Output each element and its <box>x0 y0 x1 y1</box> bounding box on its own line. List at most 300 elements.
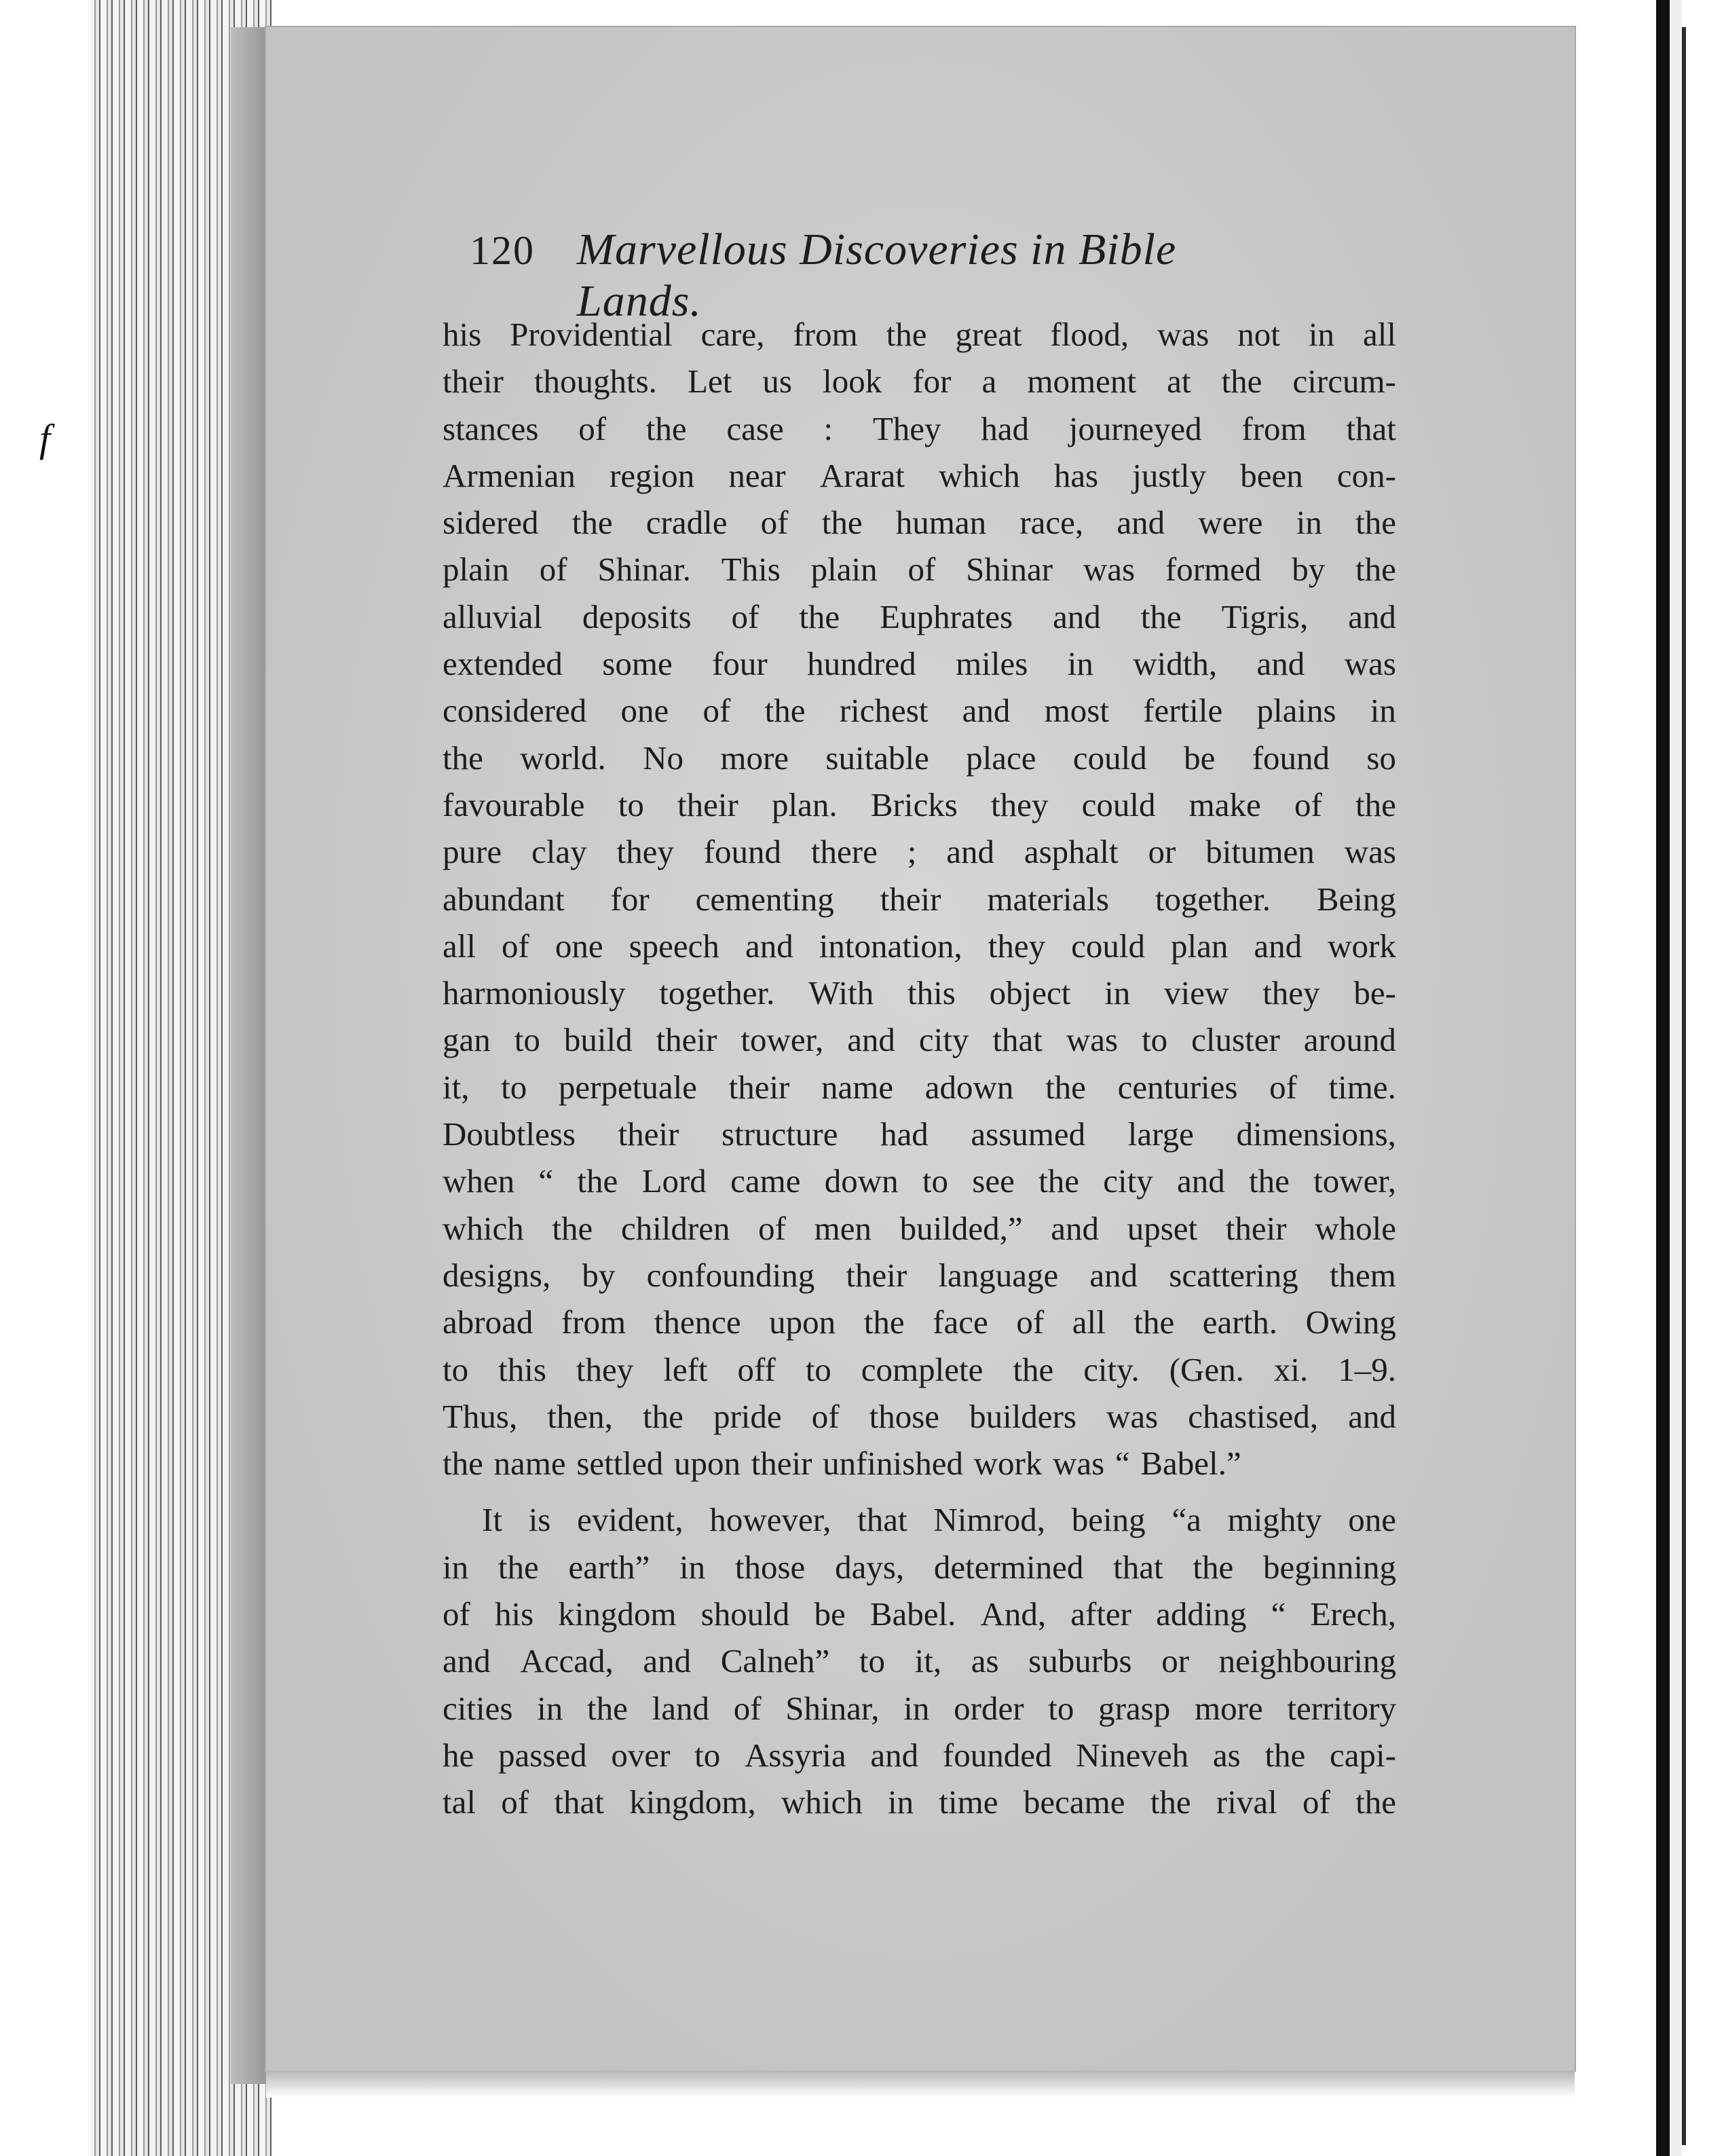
word: left <box>663 1350 708 1388</box>
word: more <box>720 739 789 777</box>
word: “a <box>1172 1501 1201 1539</box>
word: con- <box>1336 456 1396 494</box>
word: place <box>966 739 1036 777</box>
word: near <box>728 456 786 494</box>
word: speech <box>629 927 719 965</box>
text-line <box>443 452 1396 499</box>
word: work <box>973 1445 1043 1483</box>
word: over <box>611 1736 671 1774</box>
facing-page-edge <box>1670 0 1682 2156</box>
word: (Gen. <box>1169 1350 1244 1388</box>
word: the <box>1038 1162 1079 1200</box>
word: Providential <box>510 316 673 353</box>
word: in <box>1104 974 1131 1012</box>
word: fertile <box>1143 692 1223 730</box>
word: tower, <box>741 1021 824 1059</box>
word: : <box>823 409 833 447</box>
word: however, <box>709 1501 831 1539</box>
word: after <box>1070 1595 1131 1633</box>
word: dimensions, <box>1236 1115 1396 1153</box>
word: name <box>493 1445 566 1483</box>
word: object <box>989 974 1071 1012</box>
word: land <box>652 1689 709 1727</box>
word: It <box>482 1501 502 1539</box>
word: thoughts. <box>533 363 657 401</box>
word: those <box>869 1397 940 1435</box>
word: stances <box>443 409 539 447</box>
word: With <box>808 974 874 1012</box>
word: and <box>1089 1256 1138 1294</box>
word: this <box>907 974 956 1012</box>
word: the <box>1249 1162 1290 1200</box>
word: be <box>814 1595 846 1633</box>
word: was <box>1106 1397 1159 1435</box>
word: of <box>1016 1303 1045 1341</box>
word: the <box>1355 504 1396 542</box>
text-line <box>443 593 1396 640</box>
word: the <box>443 1445 483 1483</box>
word: was <box>1344 833 1396 871</box>
word: Shinar. <box>597 551 691 589</box>
word: designs, <box>443 1256 551 1294</box>
word: not <box>1237 316 1280 353</box>
word: which <box>781 1783 863 1821</box>
word: being <box>1071 1501 1146 1539</box>
text-line <box>443 1637 1396 1684</box>
word: Erech, <box>1310 1595 1396 1633</box>
word: those <box>734 1548 806 1586</box>
text-line <box>443 969 1396 1016</box>
word: xi. <box>1273 1350 1309 1388</box>
text-line <box>443 1205 1396 1252</box>
word: upon <box>769 1303 836 1341</box>
word: in <box>443 1548 469 1586</box>
word: and <box>1053 597 1101 635</box>
word: more <box>1194 1689 1263 1727</box>
word: confounding <box>646 1256 815 1294</box>
word: that <box>992 1021 1043 1059</box>
word: it, <box>443 1068 470 1106</box>
word: and <box>1051 1209 1100 1247</box>
word: and <box>847 1021 895 1059</box>
word: that <box>554 1783 604 1821</box>
word: the <box>571 504 613 542</box>
word: upon <box>673 1445 741 1483</box>
word: thence <box>654 1303 741 1341</box>
text-line <box>443 1252 1396 1299</box>
word: could <box>1072 739 1147 777</box>
word: down <box>824 1162 899 1200</box>
word: cluster <box>1191 1021 1280 1059</box>
word: time. <box>1328 1068 1396 1106</box>
word: and <box>745 927 793 965</box>
word: the <box>587 1689 628 1727</box>
word: Let <box>688 363 732 401</box>
word: assumed <box>971 1115 1086 1153</box>
word: some <box>602 645 673 683</box>
word: plains <box>1256 692 1336 730</box>
word: the <box>645 409 687 447</box>
text-line <box>443 1157 1396 1204</box>
word: the <box>1264 1736 1306 1774</box>
word: has <box>1053 456 1099 494</box>
word: builders <box>969 1397 1076 1435</box>
word: by <box>582 1256 616 1294</box>
word: world. <box>520 739 606 777</box>
word: found <box>1252 739 1330 777</box>
word: race, <box>1019 504 1084 542</box>
word: that <box>1113 1548 1163 1586</box>
word: 1–9. <box>1338 1350 1396 1388</box>
word: and <box>962 692 1011 730</box>
text-line <box>443 781 1396 828</box>
word: And, <box>980 1595 1047 1633</box>
word: chastised, <box>1188 1397 1319 1435</box>
word: their <box>443 363 504 401</box>
word: of <box>758 1209 786 1247</box>
word: great <box>955 316 1022 353</box>
word: Tigris, <box>1221 597 1309 635</box>
word: the <box>443 739 483 777</box>
word: the <box>764 692 806 730</box>
paragraph-1 <box>443 311 1396 1487</box>
word: view <box>1164 974 1229 1012</box>
word: of <box>760 504 789 542</box>
word: it, <box>914 1642 942 1680</box>
text-line <box>443 1111 1396 1157</box>
word: the <box>1193 1548 1234 1586</box>
word: pride <box>713 1397 782 1435</box>
word: at <box>1167 363 1191 401</box>
word: plan <box>1170 927 1229 965</box>
word: Doubtless <box>443 1115 576 1153</box>
word: the <box>1221 363 1262 401</box>
text-line <box>443 1591 1396 1637</box>
word: and <box>946 833 994 871</box>
word: name <box>821 1068 894 1106</box>
word: in <box>679 1548 706 1586</box>
word: of <box>443 1595 470 1633</box>
word: adown <box>924 1068 1014 1106</box>
word: to <box>694 1736 721 1774</box>
word: their <box>677 785 738 823</box>
word: of <box>733 1689 762 1727</box>
word: a <box>981 363 997 401</box>
word: his <box>494 1595 534 1633</box>
word: the <box>799 597 840 635</box>
word: is <box>528 1501 551 1539</box>
word: the <box>1355 1783 1396 1821</box>
word: plain <box>810 551 878 589</box>
word: to <box>805 1350 831 1388</box>
paragraph-gap <box>443 1487 1396 1496</box>
word: of <box>731 597 760 635</box>
word: or <box>1148 833 1176 871</box>
word: and <box>1256 645 1305 683</box>
word: the <box>1140 597 1182 635</box>
word: Euphrates <box>880 597 1013 635</box>
word: of <box>811 1397 840 1435</box>
word: the <box>643 1397 683 1435</box>
word: plan. <box>772 785 838 823</box>
word: they <box>1262 974 1320 1012</box>
word: This <box>721 551 781 589</box>
word: that <box>1346 409 1396 447</box>
word: found <box>703 833 782 871</box>
word: work <box>1328 927 1396 965</box>
word: complete <box>861 1350 983 1388</box>
word: which <box>938 456 1020 494</box>
word: be- <box>1353 974 1396 1012</box>
text-line <box>443 876 1396 923</box>
word: to <box>443 1350 469 1388</box>
word: harmoniously <box>443 974 626 1012</box>
word: one <box>620 692 669 730</box>
running-header <box>470 224 1305 326</box>
word: they <box>576 1350 634 1388</box>
word: four <box>712 645 768 683</box>
word: be <box>1184 739 1216 777</box>
word: justly <box>1132 456 1207 494</box>
word: the <box>1355 551 1396 589</box>
word: Nineveh <box>1076 1736 1189 1774</box>
word: of <box>1294 785 1322 823</box>
text-line <box>443 735 1396 781</box>
word: tal <box>443 1783 476 1821</box>
word: Thus, <box>443 1397 518 1435</box>
word: mighty <box>1227 1501 1322 1539</box>
word: to <box>514 1021 540 1059</box>
text-line <box>443 1496 1396 1543</box>
word: adding <box>1156 1595 1247 1633</box>
word: “ <box>538 1162 554 1200</box>
word: Accad, <box>520 1642 614 1680</box>
word: and <box>1117 504 1165 542</box>
word: was <box>1157 316 1210 353</box>
word: by <box>1292 551 1326 589</box>
body-text <box>443 311 1396 1826</box>
word: Assyria <box>744 1736 846 1774</box>
word: children <box>620 1209 730 1247</box>
word: bitumen <box>1205 833 1315 871</box>
word: abroad <box>443 1303 533 1341</box>
word: so <box>1366 739 1396 777</box>
text-line <box>443 687 1396 734</box>
word: of <box>907 551 936 589</box>
word: language <box>938 1256 1059 1294</box>
word: their <box>728 1068 790 1106</box>
word: extended <box>443 645 563 683</box>
word: was <box>1066 1021 1119 1059</box>
text-line <box>443 546 1396 593</box>
word: passed <box>498 1736 587 1774</box>
word: that <box>857 1501 907 1539</box>
word: together. <box>659 974 775 1012</box>
word: which <box>443 1209 524 1247</box>
page-number: 120 <box>470 228 535 273</box>
word: Armenian <box>443 456 576 494</box>
margin-mark: f <box>39 416 51 460</box>
text-line <box>443 499 1396 546</box>
word: in <box>888 1783 914 1821</box>
word: city <box>1103 1162 1153 1200</box>
word: the <box>1133 1303 1175 1341</box>
word: their <box>751 1445 812 1483</box>
word: Shinar <box>966 551 1053 589</box>
word: and <box>1176 1162 1225 1200</box>
word: abundant <box>443 880 565 918</box>
word: their <box>1225 1209 1287 1247</box>
word: their <box>846 1256 907 1294</box>
word: the <box>1013 1350 1054 1388</box>
word: the <box>863 1303 905 1341</box>
word: city. <box>1083 1350 1140 1388</box>
word: and <box>1348 1397 1396 1435</box>
word: could <box>1081 785 1156 823</box>
word: grasp <box>1098 1689 1171 1727</box>
word: of <box>1303 1783 1330 1821</box>
word: intonation, <box>819 927 962 965</box>
word: No <box>643 739 684 777</box>
word: kingdom, <box>629 1783 756 1821</box>
word: in <box>1067 645 1093 683</box>
text-line <box>443 1732 1396 1779</box>
word: Shinar, <box>785 1689 880 1727</box>
paragraph-2 <box>443 1496 1396 1825</box>
word: and <box>1348 597 1396 635</box>
word: time <box>939 1783 998 1821</box>
word: Being <box>1316 880 1396 918</box>
word: case <box>726 409 784 447</box>
word: beginning <box>1262 1548 1396 1586</box>
word: sidered <box>443 504 539 542</box>
word: to <box>618 785 644 823</box>
word: Babel. <box>869 1595 956 1633</box>
word: in <box>1308 316 1334 353</box>
word: us <box>762 363 792 401</box>
word: They <box>872 409 941 447</box>
text-line <box>443 1544 1396 1591</box>
word: tower, <box>1313 1162 1396 1200</box>
word: structure <box>722 1115 838 1153</box>
word: of <box>501 1783 529 1821</box>
word: cementing <box>695 880 834 918</box>
word: miles <box>956 645 1028 683</box>
text-line <box>443 1016 1396 1063</box>
word: “ <box>1271 1595 1286 1633</box>
word: evident, <box>577 1501 683 1539</box>
word: for <box>912 363 952 401</box>
word: deposits <box>582 597 692 635</box>
word: region <box>610 456 695 494</box>
word: to <box>501 1068 527 1106</box>
word: favourable <box>443 785 585 823</box>
word: to <box>859 1642 885 1680</box>
word: flood, <box>1050 316 1129 353</box>
word: width, <box>1133 645 1218 683</box>
word: most <box>1044 692 1109 730</box>
word: and <box>1254 927 1303 965</box>
word: they <box>988 927 1046 965</box>
word: been <box>1240 456 1303 494</box>
word: could <box>1071 927 1145 965</box>
text-line <box>443 1440 1396 1487</box>
word: there <box>810 833 878 871</box>
word: the <box>1355 785 1396 823</box>
word: suitable <box>825 739 929 777</box>
word: became <box>1023 1783 1125 1821</box>
word: of <box>502 927 529 965</box>
word: circum- <box>1292 363 1396 401</box>
word: and <box>870 1736 919 1774</box>
word: was <box>1083 551 1136 589</box>
text-line <box>443 358 1396 405</box>
word: journeyed <box>1068 409 1202 447</box>
text-line <box>443 1064 1396 1111</box>
word: for <box>610 880 650 918</box>
word: came <box>730 1162 801 1200</box>
word: to <box>1048 1689 1074 1727</box>
word: Bricks <box>870 785 958 823</box>
word: the <box>577 1162 618 1200</box>
word: cities <box>443 1689 513 1727</box>
word: human <box>895 504 987 542</box>
word: as <box>1212 1736 1241 1774</box>
word: their <box>656 1021 717 1059</box>
word: and <box>643 1642 692 1680</box>
word: hundred <box>807 645 916 683</box>
word: in <box>537 1689 563 1727</box>
word: richest <box>839 692 929 730</box>
word: large <box>1127 1115 1194 1153</box>
word: the <box>498 1548 539 1586</box>
word: founded <box>942 1736 1052 1774</box>
word: care, <box>700 316 765 353</box>
word: all <box>1072 1303 1106 1341</box>
word: cradle <box>645 504 728 542</box>
word: ; <box>907 833 917 871</box>
word: Owing <box>1305 1303 1396 1341</box>
word: determined <box>933 1548 1084 1586</box>
word: the <box>1150 1783 1191 1821</box>
word: Calneh” <box>720 1642 830 1680</box>
running-title: Marvellous Discoveries in Bible Lands. <box>577 225 1177 326</box>
word: scattering <box>1169 1256 1298 1294</box>
word: unfinished <box>823 1445 963 1483</box>
word: the <box>886 316 927 353</box>
word: the <box>821 504 863 542</box>
text-line <box>443 311 1396 358</box>
text-line <box>443 828 1396 875</box>
word: their <box>880 880 941 918</box>
word: they <box>616 833 674 871</box>
word: gan <box>443 1021 491 1059</box>
word: earth. <box>1202 1303 1277 1341</box>
text-line <box>443 923 1396 969</box>
word: his <box>443 316 482 353</box>
text-line <box>443 1346 1396 1393</box>
word: the <box>552 1209 593 1247</box>
word: from <box>561 1303 626 1341</box>
word: Babel.” <box>1140 1445 1241 1483</box>
word: territory <box>1287 1689 1396 1727</box>
word: together. <box>1155 880 1271 918</box>
word: build <box>563 1021 633 1059</box>
word: of <box>539 551 567 589</box>
word: when <box>443 1162 515 1200</box>
word: should <box>700 1595 790 1633</box>
word: builded,” <box>899 1209 1023 1247</box>
